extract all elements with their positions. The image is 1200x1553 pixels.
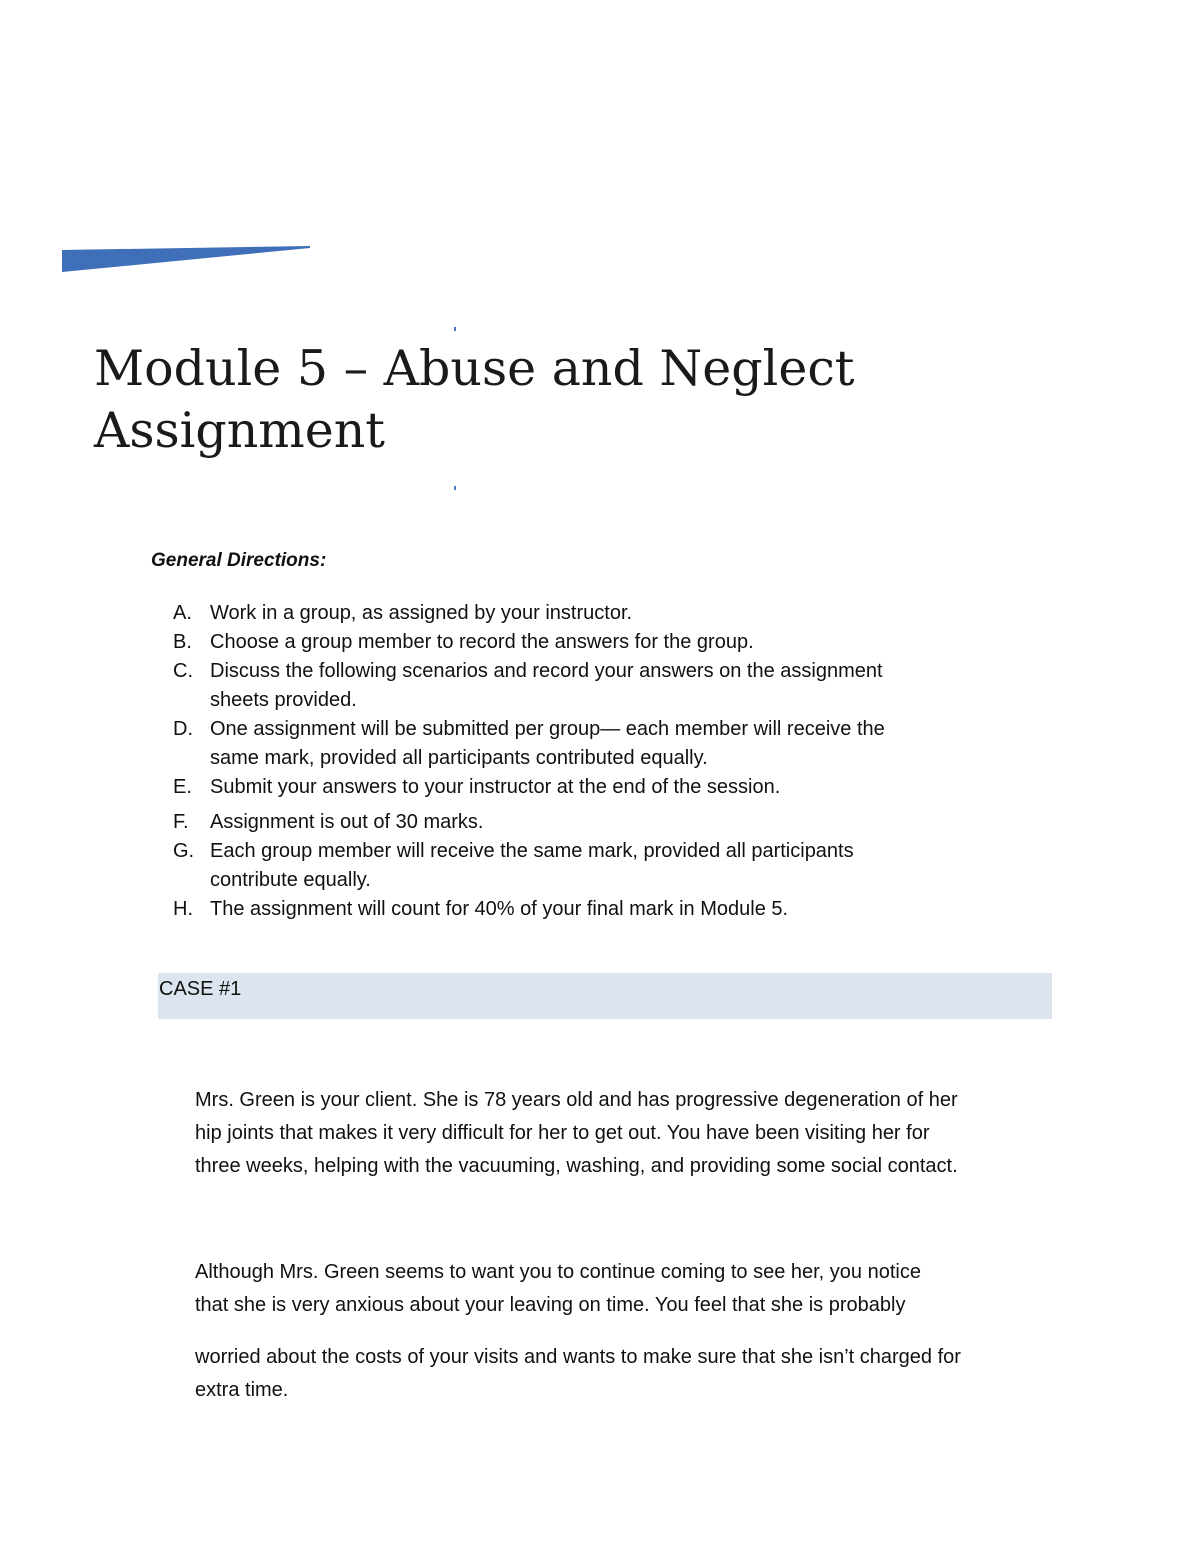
page-title-line: Module 5 – Abuse and Neglect: [94, 340, 855, 397]
list-marker: G.: [173, 840, 195, 862]
case-label: CASE #1: [159, 978, 242, 1000]
list-item-text: Each group member will receive the same mark, provided all participants: [210, 840, 854, 862]
paragraph-line: Mrs. Green is your client. She is 78 years old and has progressive degeneration of her: [195, 1089, 958, 1111]
list-marker: D.: [173, 718, 193, 740]
header-accent-stripe: [62, 246, 312, 272]
list-item-text: Submit your answers to your instructor at the end of the session.: [210, 776, 781, 798]
directions-list: [173, 599, 973, 924]
list-item: [173, 657, 973, 715]
paragraph-line: three weeks, helping with the vacuuming, washing, and providing some social contact.: [195, 1155, 958, 1177]
case-paragraph: [195, 1084, 1055, 1183]
list-item: [173, 773, 973, 802]
paragraph-line: that she is very anxious about your leaving on time. You feel that she is probably: [195, 1294, 906, 1316]
list-item-text: contribute equally.: [210, 869, 371, 891]
list-item-text: Discuss the following scenarios and record your answers on the assignment: [210, 660, 883, 682]
list-marker: C.: [173, 660, 193, 682]
list-item: [173, 808, 973, 837]
list-item: [173, 895, 973, 924]
paragraph-line: hip joints that makes it very difficult for her to get out. You have been visiting her for: [195, 1122, 930, 1144]
list-item-text: sheets provided.: [210, 689, 357, 711]
case-paragraph: [195, 1256, 1055, 1322]
list-item-text: One assignment will be submitted per group— each member will receive the: [210, 718, 885, 740]
paragraph-line: extra time.: [195, 1379, 289, 1401]
list-item: [173, 837, 973, 895]
list-marker: F.: [173, 811, 189, 833]
list-item-text: The assignment will count for 40% of your final mark in Module 5.: [210, 898, 789, 920]
paragraph-line: Although Mrs. Green seems to want you to continue coming to see her, you notice: [195, 1261, 921, 1283]
page-title: [94, 338, 994, 462]
list-item: [173, 628, 973, 657]
case-paragraph: [195, 1341, 1055, 1407]
list-item: [173, 599, 973, 628]
list-item-text: Work in a group, as assigned by your instructor.: [210, 602, 633, 624]
list-item-text: same mark, provided all participants contributed equally.: [210, 747, 708, 769]
list-item: [173, 715, 973, 773]
text-box-marker: [454, 486, 456, 490]
list-item-text: Assignment is out of 30 marks.: [210, 811, 484, 833]
text-box-marker: [454, 327, 456, 331]
list-item-text: Choose a group member to record the answers for the group.: [210, 631, 754, 653]
paragraph-line: worried about the costs of your visits and wants to make sure that she isn’t charged for: [195, 1346, 961, 1368]
case-header-bar: [158, 973, 1052, 1019]
list-marker: B.: [173, 631, 192, 653]
list-marker: A.: [173, 602, 192, 624]
page-title-line: Assignment: [94, 402, 385, 459]
list-marker: E.: [173, 776, 192, 798]
directions-heading: General Directions:: [151, 550, 327, 571]
list-marker: H.: [173, 898, 193, 920]
